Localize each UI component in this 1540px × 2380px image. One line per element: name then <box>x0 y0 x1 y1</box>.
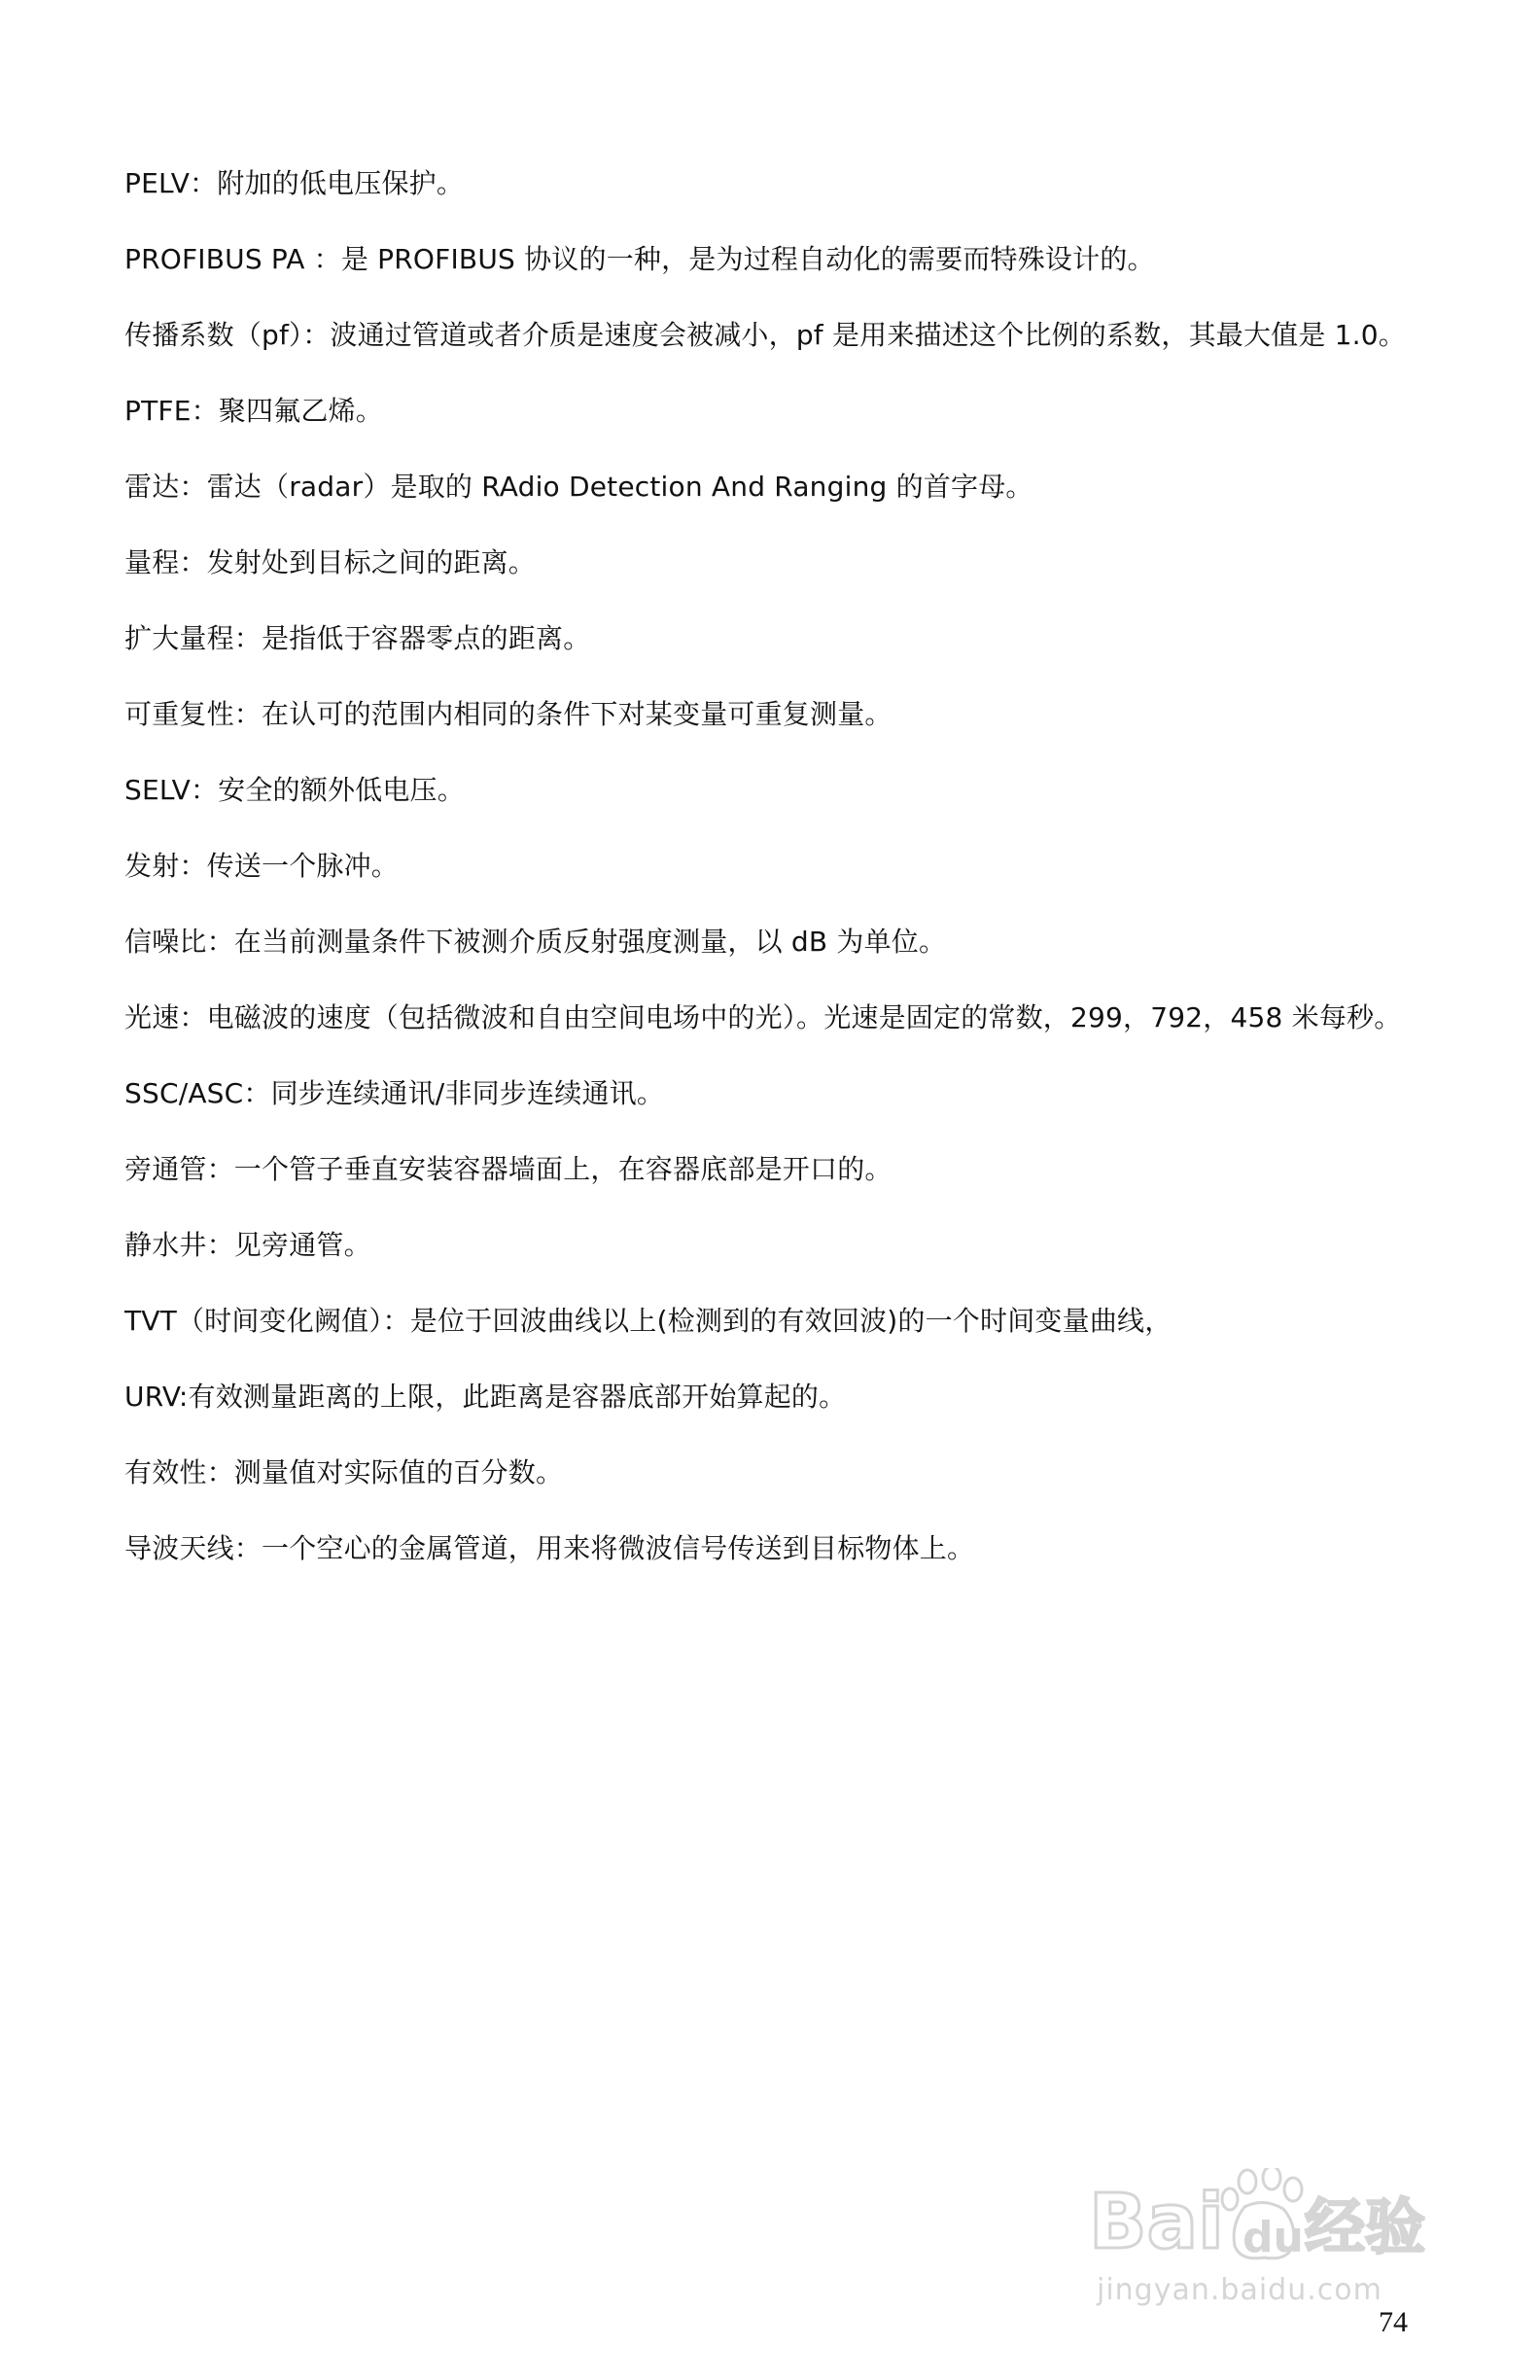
entry-text: 旁通管：一个管子垂直安装容器墙面上，在容器底部是开口的。 <box>124 1153 892 1185</box>
watermark-url: jingyan.baidu.com <box>1097 2273 1382 2307</box>
entry-text: 信噪比：在当前测量条件下被测介质反射强度测量，以 dB 为单位。 <box>124 926 947 958</box>
entry-text: 导波天线：一个空心的金属管道，用来将微波信号传送到目标物体上。 <box>124 1532 975 1564</box>
baidu-paw-logo-icon <box>1089 2168 1439 2275</box>
entry-text: URV:有效测量距离的上限，此距离是容器底部开始算起的。 <box>124 1381 847 1413</box>
glossary-entry <box>124 1528 1427 1569</box>
glossary-entry <box>124 467 1427 508</box>
entry-text: SELV：安全的额外低电压。 <box>124 774 465 806</box>
glossary-entry <box>124 315 1427 356</box>
glossary-entry <box>124 1452 1427 1493</box>
entry-text: PELV：附加的低电压保护。 <box>124 167 465 199</box>
glossary-entry <box>124 163 1427 204</box>
entry-text: TVT（时间变化阙值）：是位于回波曲线以上(检测到的有效回波)的一个时间变量曲线， <box>124 1305 1172 1337</box>
glossary-entry <box>124 542 1427 583</box>
entry-text: 光速：电磁波的速度（包括微波和自由空间电场中的光）。光速是固定的常数，299，792，458 米每秒。 <box>124 1001 1402 1033</box>
glossary-list <box>124 163 1427 1604</box>
glossary-entry <box>124 391 1427 432</box>
baidu-jingyan-watermark <box>1089 2168 1439 2314</box>
glossary-entry <box>124 618 1427 659</box>
glossary-entry <box>124 770 1427 811</box>
entry-text: 雷达：雷达（radar）是取的 RAdio Detection And Ranging 的首字母。 <box>124 471 1033 503</box>
page-number: 74 <box>1379 2306 1408 2338</box>
entry-text: 有效性：测量值对实际值的百分数。 <box>124 1456 564 1488</box>
glossary-entry <box>124 1225 1427 1266</box>
glossary-entry <box>124 1377 1427 1418</box>
entry-text: 量程：发射处到目标之间的距离。 <box>124 546 537 578</box>
entry-text: 扩大量程：是指低于容器零点的距离。 <box>124 622 591 654</box>
entry-text: 传播系数（pf）：波通过管道或者介质是速度会被减小，pf 是用来描述这个比例的系数，其最大值是 1.0。 <box>124 319 1406 351</box>
entry-text: PROFIBUS PA ：是 PROFIBUS 协议的一种，是为过程自动化的需要而特殊设计的。 <box>124 243 1155 275</box>
watermark-logo-text-bai: Bai <box>1089 2179 1224 2266</box>
glossary-entry <box>124 1301 1427 1342</box>
watermark-logo-text-du: du <box>1242 2213 1304 2262</box>
glossary-entry <box>124 922 1427 962</box>
entry-text: 可重复性：在认可的范围内相同的条件下对某变量可重复测量。 <box>124 698 892 730</box>
entry-text: PTFE：聚四氟乙烯。 <box>124 395 383 427</box>
glossary-entry <box>124 1149 1427 1190</box>
glossary-entry <box>124 998 1427 1038</box>
watermark-logo-text-jingyan: 经验 <box>1305 2191 1426 2262</box>
glossary-entry <box>124 1073 1427 1114</box>
glossary-entry <box>124 846 1427 887</box>
glossary-entry <box>124 694 1427 735</box>
entry-text: SSC/ASC：同步连续通讯/非同步连续通讯。 <box>124 1077 665 1109</box>
entry-text: 静水井：见旁通管。 <box>124 1229 371 1261</box>
entry-text: 发射：传送一个脉冲。 <box>124 850 400 882</box>
glossary-entry <box>124 239 1427 280</box>
